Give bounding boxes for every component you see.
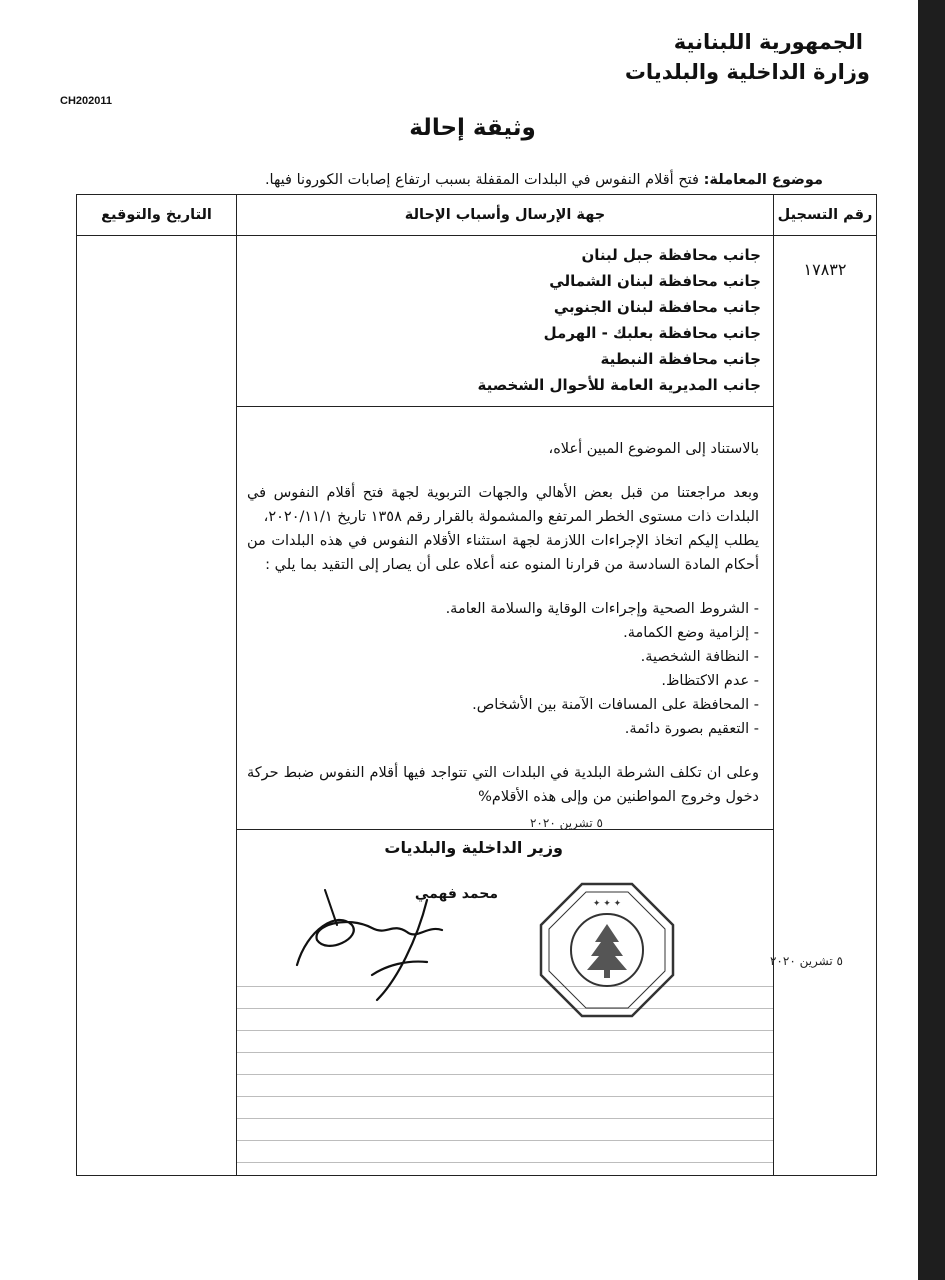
handwritten-signature — [277, 870, 497, 1010]
referral-table — [76, 194, 877, 1176]
letter-body — [237, 407, 774, 830]
list-item: - إلزامية وضع الكمامة. — [623, 625, 759, 641]
header-republic: الجمهورية اللبنانية — [673, 30, 863, 54]
seal-text: ✦ ✦ ✦ — [592, 899, 622, 909]
handwritten-date: ٥ تشرين ٢٠٢٠ — [529, 816, 603, 830]
list-item: - التعقيم بصورة دائمة. — [624, 721, 759, 737]
header-registration: رقم التسجيل — [774, 195, 877, 236]
header-ministry: وزارة الداخلية والبلديات — [624, 60, 870, 84]
list-item: جانب محافظة جبل لبنان — [581, 246, 761, 264]
list-item: - الشروط الصحية وإجراءات الوقاية والسلامة العامة. — [445, 601, 759, 617]
table-header-row — [77, 195, 877, 236]
document-title: وثيقة إحالة — [409, 115, 536, 141]
scan-edge — [918, 0, 945, 1280]
list-item: جانب المديرية العامة للأحوال الشخصية — [477, 376, 761, 394]
date-signature-cell — [77, 236, 237, 1176]
body-paragraph-1: وبعد مراجعتنا من قبل بعض الأهالي والجهات التربوية لجهة فتح أقلام النفوس في البلدات ذات مستوى الخطر المرتفع والمشمولة بالقرار رقم ١٣٥٨ تاريخ ٢٠٢٠/١١/١، — [247, 485, 759, 525]
body-intro: بالاستناد إلى الموضوع المبين أعلاه، — [548, 441, 759, 457]
registration-number: ١٧٨٣٢ — [774, 236, 877, 1176]
signature-block — [237, 816, 843, 1176]
list-item: جانب محافظة النبطية — [600, 350, 761, 368]
list-item: - المحافظة على المسافات الآمنة بين الأشخاص. — [472, 697, 759, 713]
list-item: - النظافة الشخصية. — [640, 649, 759, 665]
header-date-signature: التاريخ والتوقيع — [77, 195, 237, 236]
body-paragraph-2: يطلب إليكم اتخاذ الإجراءات اللازمة لجهة استثناء الأقلام النفوس في هذه البلدات من أحكام المادة السادسة من قرارنا المنوه عنه أعلاه على أن يصار إلى التقيد بما يلي : — [247, 533, 759, 573]
body-paragraph-3: وعلى ان تكلف الشرطة البلدية في البلدات التي تتواجد فيها أقلام النفوس ضبط حركة دخول وخروج المواطنين من وإلى هذه الأقلام% — [247, 765, 759, 805]
seal-date: ٥ تشرين ٢٠٢٠ — [769, 954, 843, 968]
subject-label: موضوع المعاملة: — [703, 172, 823, 188]
document-code: CH202011 — [60, 95, 112, 107]
list-item: جانب محافظة لبنان الشمالي — [549, 272, 761, 290]
header-recipients: جهة الإرسال وأسباب الإحالة — [237, 195, 774, 236]
recipients-list — [237, 236, 774, 407]
list-item: جانب محافظة بعلبك - الهرمل — [543, 324, 761, 342]
official-seal — [537, 880, 677, 1020]
minister-title: وزير الداخلية والبلديات — [384, 838, 563, 857]
list-item: جانب محافظة لبنان الجنوبي — [553, 298, 761, 316]
subject-text: فتح أقلام النفوس في البلدات المقفلة بسبب ارتفاع إصابات الكورونا فيها. — [264, 172, 699, 188]
table-row — [77, 236, 877, 407]
subject-line — [265, 172, 823, 188]
minister-name: محمد فهمي — [414, 886, 498, 902]
list-item: - عدم الاكتظاظ. — [661, 673, 759, 689]
